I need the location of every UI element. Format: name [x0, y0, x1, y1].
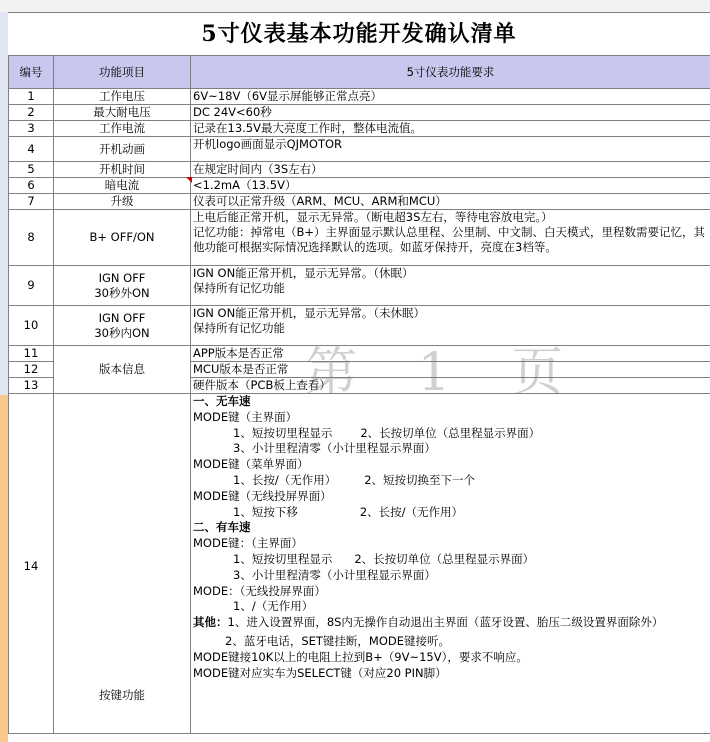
row-item[interactable]: 开机动画	[54, 137, 191, 162]
requirement-line: 记忆功能：掉常电（B+）主界面显示默认总里程、公里制、中文制、白天模式，里程数需要记忆，其他功能可根据实际情况选择默认的选项。如蓝牙保持开，亮度在3档等。	[193, 225, 706, 254]
table-row	[9, 178, 710, 194]
item-line: 30秒外ON	[94, 285, 150, 300]
row-requirement[interactable]: 开机logo画面显示QJMOTOR	[191, 137, 710, 162]
row-no[interactable]: 4	[9, 137, 54, 162]
other-label: 其他：	[193, 615, 228, 630]
requirement-line: MODE键：（主界面）	[193, 536, 303, 551]
requirement-line: 上电后能正常开机，显示无异常。（断电超3S左右，等待电容放电完。）	[193, 210, 553, 224]
section-with-speed: 二、有车速	[193, 520, 251, 535]
row-no[interactable]: 3	[9, 121, 54, 137]
requirement-line: 保持所有记忆功能	[193, 321, 285, 335]
requirement-line: MODE键（无线投屏界面）	[193, 488, 332, 503]
requirement-line: 3、小计里程清零（小计里程显示界面）	[233, 441, 436, 456]
requirement-line: MODE键（菜单界面）	[193, 457, 309, 472]
row-requirement[interactable]: 仪表可以正常升级（ARM、MCU、ARM和MCU）	[191, 194, 710, 210]
row-item[interactable]: 升级	[54, 194, 191, 210]
row-no[interactable]: 2	[9, 105, 54, 121]
requirement-part: 2、短按切换至下一个	[364, 472, 476, 487]
row-item[interactable]: 工作电压	[54, 89, 191, 105]
row-no[interactable]: 1	[9, 89, 54, 105]
requirement-part: 2、长按切单位（总里程显示界面）	[354, 551, 535, 566]
row-no[interactable]: 12	[9, 362, 54, 378]
row-requirement[interactable]: MCU版本是否正常	[191, 362, 710, 378]
requirement-line: MODE键接10K以上的电阻上拉到B+（9V~15V），要求不响应。	[193, 649, 528, 664]
table-row	[9, 266, 710, 306]
row-item[interactable]: 最大耐电压	[54, 105, 191, 121]
table-row	[9, 162, 710, 178]
requirement-line: 1、/（无作用）	[233, 599, 314, 614]
table-row-key-functions	[9, 394, 710, 734]
requirement-line	[193, 552, 708, 568]
requirement-line	[193, 615, 708, 631]
requirement-part: 2、长按切单位（总里程显示界面）	[360, 425, 541, 440]
requirement-part: 1、短按切里程显示	[233, 425, 333, 440]
requirement-line	[193, 426, 708, 442]
table-row	[9, 306, 710, 346]
header-requirement[interactable]: 5寸仪表功能要求	[191, 56, 710, 89]
table-row	[9, 121, 710, 137]
item-line: IGN OFF	[98, 310, 146, 325]
row-no[interactable]: 13	[9, 378, 54, 394]
requirement-line: MODE键对应实车为SELECT键（对应20 PIN脚）	[193, 665, 447, 680]
row-header-strip	[0, 12, 8, 742]
row-item[interactable]: B+ OFF/ON	[54, 210, 191, 266]
header-no[interactable]: 编号	[9, 56, 54, 89]
row-no[interactable]: 14	[9, 394, 54, 734]
row-requirement[interactable]: DC 24V<60秒	[191, 105, 710, 121]
item-line: 30秒内ON	[94, 325, 150, 340]
row-item[interactable]: 开机时间	[54, 162, 191, 178]
row-no[interactable]: 10	[9, 306, 54, 346]
row-requirement[interactable]: 在规定时间内（3S左右）	[191, 162, 710, 178]
requirement-part: 1、进入设置界面，8S内无操作自动退出主界面（蓝牙设置、胎压二级设置界面除外）	[227, 615, 664, 630]
row-item[interactable]	[54, 394, 191, 734]
sheet-top-band	[0, 0, 710, 12]
requirement-line	[193, 473, 708, 489]
title-row[interactable]	[8, 12, 710, 57]
row-requirement[interactable]	[191, 394, 710, 734]
row-item[interactable]	[54, 306, 191, 346]
header-row	[9, 56, 710, 89]
row-item[interactable]: 暗电流	[54, 178, 191, 194]
requirement-part: 1、短按切里程显示	[233, 551, 333, 566]
requirement-part: 2、长按/（无作用）	[359, 504, 464, 519]
table-row	[9, 194, 710, 210]
requirement-line: 3、小计里程清零（小计里程显示界面）	[233, 567, 436, 582]
table-row	[9, 346, 710, 362]
row-requirement[interactable]	[191, 210, 710, 266]
requirement-part: 1、短按下移	[233, 504, 298, 519]
requirement-line: MODE：（无线投屏界面）	[193, 583, 326, 598]
row-no[interactable]: 6	[9, 178, 54, 194]
row-requirement[interactable]: APP版本是否正常	[191, 346, 710, 362]
table-row	[9, 105, 710, 121]
header-item[interactable]: 功能项目	[54, 56, 191, 89]
requirement-line: 保持所有记忆功能	[193, 281, 285, 295]
table-row	[9, 89, 710, 105]
requirement-line: IGN ON能正常开机，显示无异常。（休眠）	[193, 266, 414, 280]
row-requirement[interactable]	[191, 266, 710, 306]
row-requirement[interactable]: 硬件版本（PCB板上查看）	[191, 378, 710, 394]
row-no[interactable]: 9	[9, 266, 54, 306]
sheet-title: 5寸仪表基本功能开发确认清单	[201, 21, 517, 47]
requirement-part: 1、长按/（无作用）	[233, 472, 337, 487]
row-no[interactable]: 5	[9, 162, 54, 178]
comment-marker-icon[interactable]	[186, 177, 192, 183]
checklist-table	[8, 55, 710, 734]
requirement-line: IGN ON能正常开机，显示无异常。（未休眠）	[193, 306, 425, 320]
row-item[interactable]: 工作电流	[54, 121, 191, 137]
row-requirement[interactable]: 6V~18V（6V显示屏能够正常点亮）	[191, 89, 710, 105]
table-row	[9, 210, 710, 266]
requirement-line: 2、蓝牙电话，SET键挂断，MODE键接听。	[225, 633, 451, 648]
row-requirement[interactable]	[191, 306, 710, 346]
key-function-label: 按键功能	[99, 688, 145, 702]
table-row	[9, 137, 710, 162]
row-header-highlight	[0, 395, 8, 742]
row-no[interactable]: 7	[9, 194, 54, 210]
row-item[interactable]	[54, 266, 191, 306]
row-item-merged[interactable]: 版本信息	[54, 346, 191, 394]
item-line: IGN OFF	[98, 270, 146, 285]
row-no[interactable]: 11	[9, 346, 54, 362]
row-no[interactable]: 8	[9, 210, 54, 266]
requirement-line	[193, 505, 708, 521]
requirement-line: MODE键（主界面）	[193, 409, 298, 424]
row-requirement[interactable]: <1.2mA（13.5V）	[191, 178, 710, 194]
section-no-speed: 一、无车速	[193, 394, 251, 408]
page-watermark: 第 1 页	[305, 343, 586, 403]
row-requirement[interactable]: 记录在13.5V最大亮度工作时，整体电流值。	[191, 121, 710, 137]
